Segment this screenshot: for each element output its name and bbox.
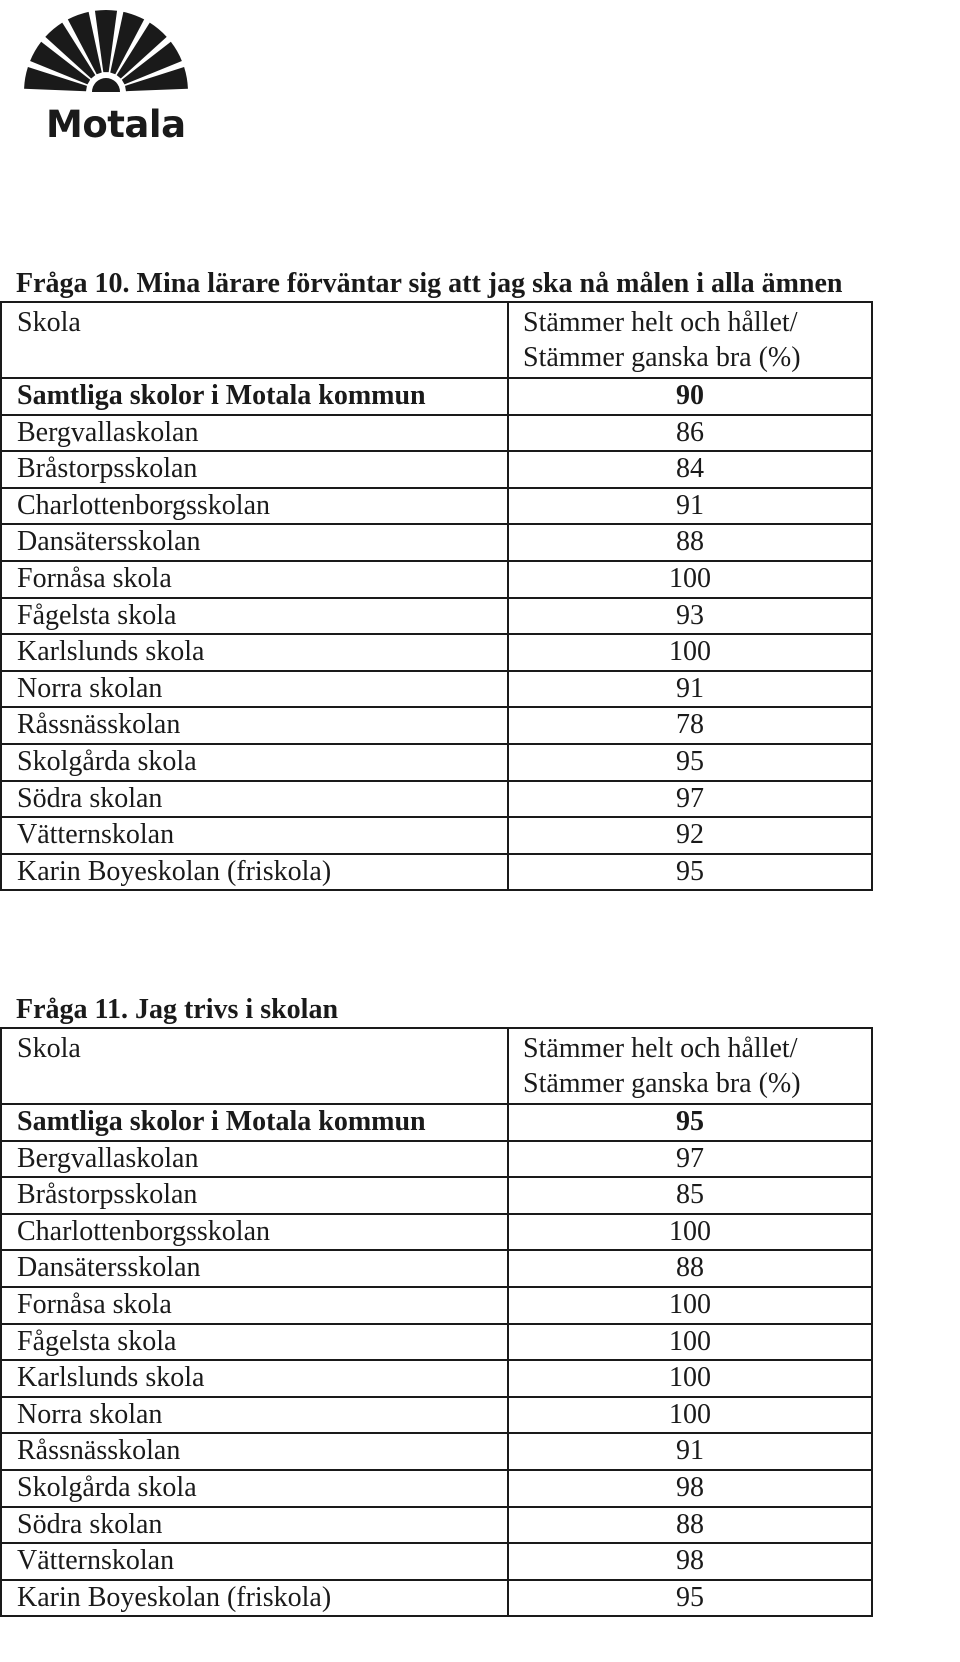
school-value: 98 xyxy=(508,1470,872,1507)
school-name: Södra skolan xyxy=(1,1507,508,1544)
table-row xyxy=(1,524,872,561)
school-name: Bråstorpsskolan xyxy=(1,451,508,488)
school-value: 85 xyxy=(508,1177,872,1214)
school-value: 100 xyxy=(508,1324,872,1361)
motala-logo xyxy=(10,6,210,146)
table-row xyxy=(1,1580,872,1617)
value-header-line2: Stämmer ganska bra (%) xyxy=(523,342,801,373)
table-row xyxy=(1,781,872,818)
logo-text: Motala xyxy=(46,103,186,146)
question-10-title: Fråga 10. Mina lärare förväntar sig att jag ska nå målen i alla ämnen xyxy=(16,268,843,299)
school-value: 95 xyxy=(508,854,872,891)
table-row xyxy=(1,1287,872,1324)
school-value: 91 xyxy=(508,488,872,525)
table-row xyxy=(1,707,872,744)
school-value: 97 xyxy=(508,1141,872,1178)
value-header-line2: Stämmer ganska bra (%) xyxy=(523,1068,801,1099)
school-name: Karin Boyeskolan (friskola) xyxy=(1,1580,508,1617)
table-row xyxy=(1,561,872,598)
school-value: 84 xyxy=(508,451,872,488)
table-row xyxy=(1,1177,872,1214)
school-value: 98 xyxy=(508,1543,872,1580)
school-name: Vätternskolan xyxy=(1,1543,508,1580)
table-header-row xyxy=(1,302,872,378)
question-10-table xyxy=(0,301,873,891)
school-value: 88 xyxy=(508,1250,872,1287)
school-value: 100 xyxy=(508,1214,872,1251)
school-value: 86 xyxy=(508,415,872,452)
school-value: 91 xyxy=(508,671,872,708)
school-value: 100 xyxy=(508,634,872,671)
school-name: Fornåsa skola xyxy=(1,561,508,598)
school-value: 88 xyxy=(508,524,872,561)
school-value: 92 xyxy=(508,817,872,854)
table-row xyxy=(1,451,872,488)
school-name: Karlslunds skola xyxy=(1,634,508,671)
school-name: Fågelsta skola xyxy=(1,598,508,635)
table-row xyxy=(1,488,872,525)
school-value: 100 xyxy=(508,561,872,598)
fan-hub xyxy=(92,78,120,92)
school-name: Vätternskolan xyxy=(1,817,508,854)
school-value: 100 xyxy=(508,1397,872,1434)
table-row xyxy=(1,1507,872,1544)
school-name: Fornåsa skola xyxy=(1,1287,508,1324)
school-name: Fågelsta skola xyxy=(1,1324,508,1361)
table-row xyxy=(1,1397,872,1434)
school-value: 95 xyxy=(508,1580,872,1617)
school-value: 95 xyxy=(508,744,872,781)
school-name: Norra skolan xyxy=(1,1397,508,1434)
school-name: Dansätersskolan xyxy=(1,524,508,561)
school-name: Karlslunds skola xyxy=(1,1360,508,1397)
school-name: Skolgårda skola xyxy=(1,744,508,781)
fan-logo-icon xyxy=(10,6,210,111)
table-row xyxy=(1,854,872,891)
table-row xyxy=(1,1141,872,1178)
school-value: 78 xyxy=(508,707,872,744)
table-row xyxy=(1,817,872,854)
table-row xyxy=(1,671,872,708)
school-value: 88 xyxy=(508,1507,872,1544)
question-11-table xyxy=(0,1027,873,1617)
school-value: 100 xyxy=(508,1287,872,1324)
school-value: 100 xyxy=(508,1360,872,1397)
school-name: Samtliga skolor i Motala kommun xyxy=(1,1104,508,1141)
table-row xyxy=(1,1214,872,1251)
school-name: Charlottenborgsskolan xyxy=(1,488,508,525)
table-row xyxy=(1,1360,872,1397)
table-row xyxy=(1,744,872,781)
table-row xyxy=(1,1470,872,1507)
table-row-total xyxy=(1,1104,872,1141)
question-11-title: Fråga 11. Jag trivs i skolan xyxy=(16,994,339,1025)
table-header-row xyxy=(1,1028,872,1104)
table-row xyxy=(1,634,872,671)
school-name: Bråstorpsskolan xyxy=(1,1177,508,1214)
school-name: Skolgårda skola xyxy=(1,1470,508,1507)
school-column-header: Skola xyxy=(1,302,508,378)
school-name: Bergvallaskolan xyxy=(1,1141,508,1178)
school-value: 97 xyxy=(508,781,872,818)
table-row xyxy=(1,1543,872,1580)
table-row xyxy=(1,415,872,452)
school-value: 90 xyxy=(508,378,872,415)
school-value: 95 xyxy=(508,1104,872,1141)
value-header-line1: Stämmer helt och hållet/ xyxy=(523,1033,798,1064)
table-row xyxy=(1,1324,872,1361)
table-row xyxy=(1,598,872,635)
school-name: Bergvallaskolan xyxy=(1,415,508,452)
school-value: 91 xyxy=(508,1433,872,1470)
school-name: Råssnässkolan xyxy=(1,707,508,744)
table-row-total xyxy=(1,378,872,415)
value-column-header xyxy=(508,1028,872,1104)
school-name: Samtliga skolor i Motala kommun xyxy=(1,378,508,415)
school-name: Dansätersskolan xyxy=(1,1250,508,1287)
school-name: Norra skolan xyxy=(1,671,508,708)
table-row xyxy=(1,1433,872,1470)
school-name: Råssnässkolan xyxy=(1,1433,508,1470)
table-row xyxy=(1,1250,872,1287)
value-column-header xyxy=(508,302,872,378)
school-name: Södra skolan xyxy=(1,781,508,818)
school-name: Karin Boyeskolan (friskola) xyxy=(1,854,508,891)
school-name: Charlottenborgsskolan xyxy=(1,1214,508,1251)
value-header-line1: Stämmer helt och hållet/ xyxy=(523,307,798,338)
school-column-header: Skola xyxy=(1,1028,508,1104)
school-value: 93 xyxy=(508,598,872,635)
